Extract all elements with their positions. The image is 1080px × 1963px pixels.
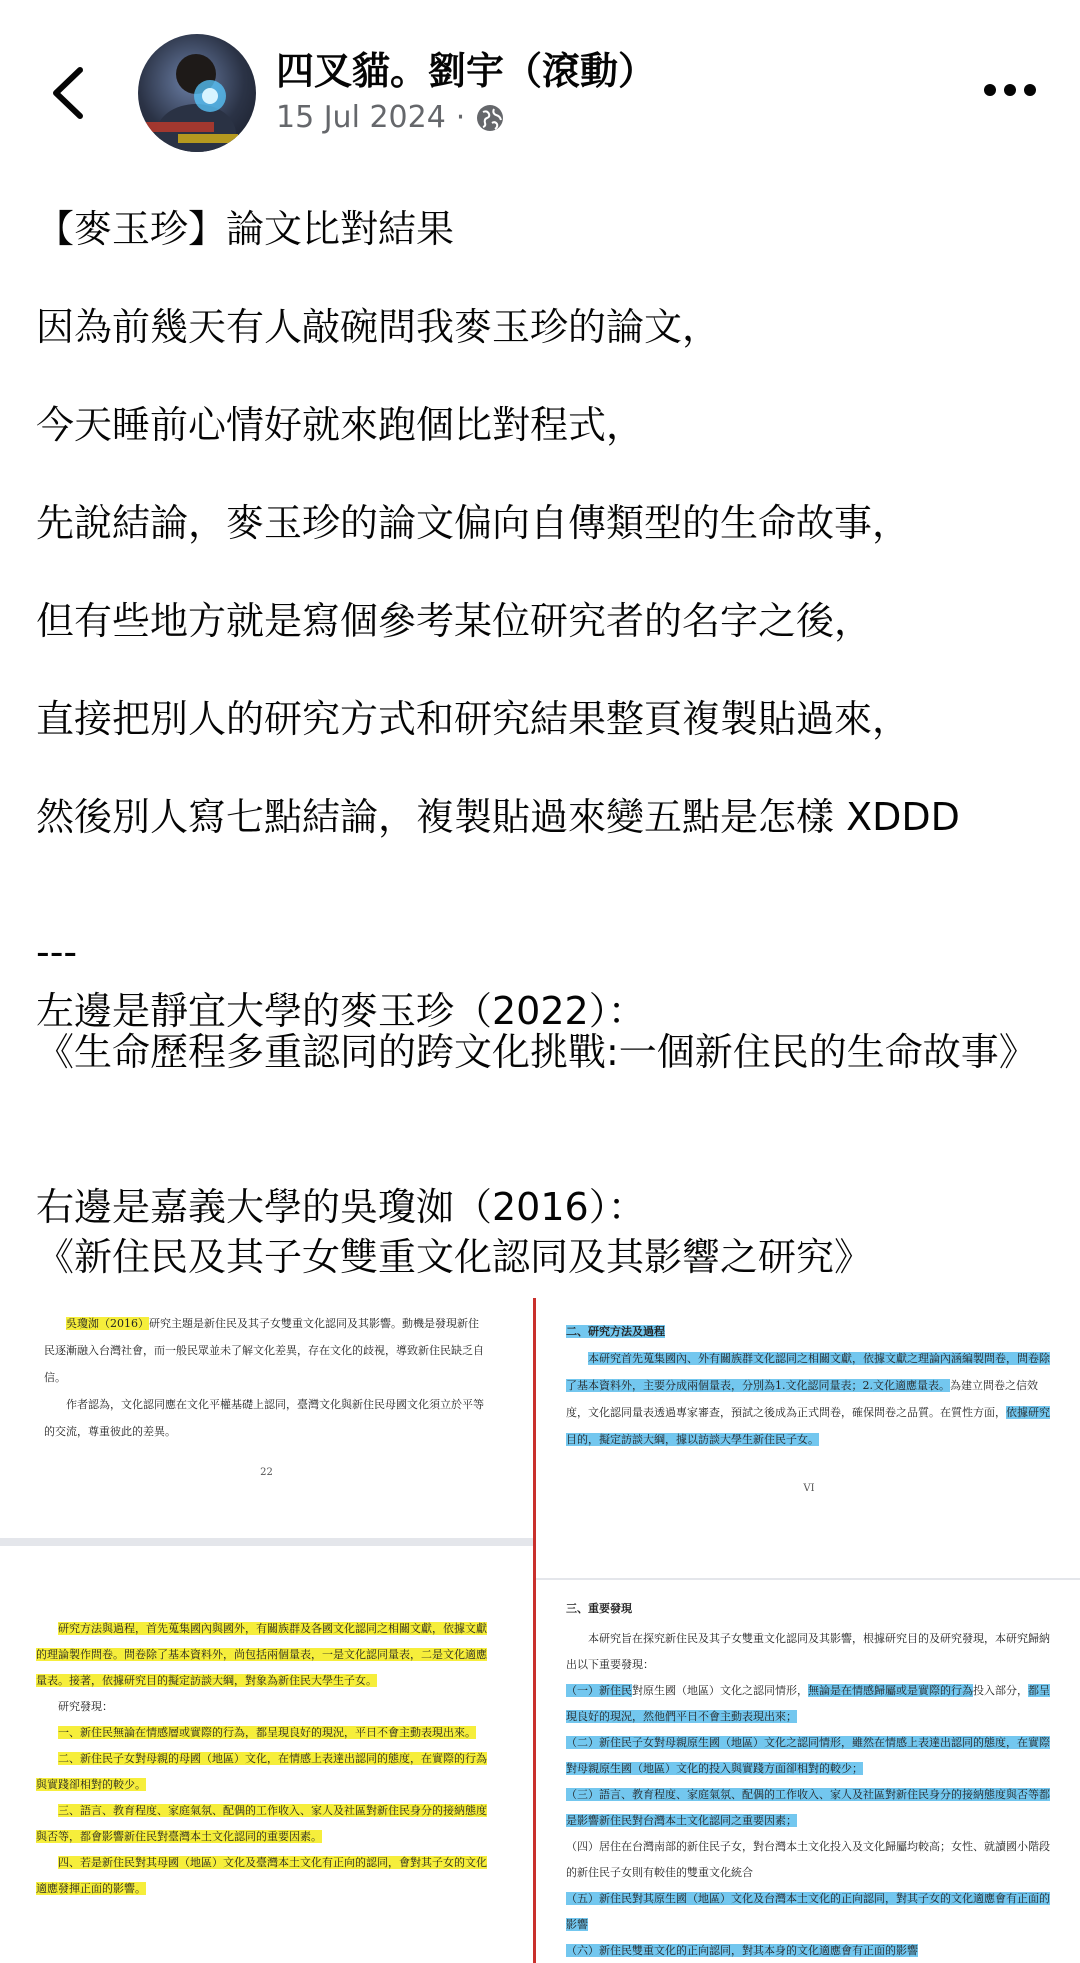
doc-text-highlighted: 都呈現良好的現況，然他們平日不會主動表現出來；: [566, 1684, 1050, 1723]
post-line: 直接把別人的研究方式和研究結果整頁複製貼過來，: [36, 697, 911, 741]
doc-text-highlighted: 三、語言、教育程度、家庭氣氛、配偶的工作收入、家人及社區對新住民身分的接納態度與否等，都會影響新住民對臺灣本土文化認同的重要因素。: [36, 1804, 487, 1843]
doc-text: （四）居住在台灣南部的新住民子女，對台灣本土文化投入及文化歸屬均較高；女性、就讀國小階段的新住民子女則有較佳的雙重文化統合: [566, 1840, 1050, 1879]
post-date[interactable]: 15 Jul 2024: [276, 100, 446, 135]
doc-text-highlighted: 一、新住民無論在情感層或實際的行為，都呈現良好的現況，平日不會主動表現出來。: [58, 1726, 476, 1739]
doc-text: 研究發現：: [58, 1700, 113, 1713]
avatar[interactable]: [138, 34, 256, 152]
doc-text-highlighted: 本研究首先蒐集國內、外有關族群文化認同之相關文獻，依據文獻之理論內涵編製問卷，問卷除了基本資料外，主要分成兩個量表，分別為1.文化認同量表；2.文化適應量表。: [566, 1352, 1050, 1392]
right-source-title: 《新住民及其子女雙重文化認同及其影響之研究》: [36, 1235, 873, 1279]
meta-separator: ·: [455, 100, 466, 135]
doc-page-bottom-left: [0, 1546, 533, 1963]
doc-text-highlighted: （六）新住民雙重文化的正向認同，對其本身的文化適應會有正面的影響: [566, 1944, 918, 1957]
doc-text-highlighted: 依據研究目的，擬定訪談大綱，據以訪談大學生新住民子女。: [566, 1406, 1050, 1446]
page-number: 22: [260, 1467, 273, 1478]
post-header: [0, 0, 1080, 170]
post-line: 因為前幾天有人敲碗問我麥玉珍的論文，: [36, 305, 721, 349]
chevron-left-icon: [44, 58, 94, 128]
left-source-label: 左邊是靜宜大學的麥玉珍（2022）：: [36, 989, 646, 1033]
doc-text: 為建立問卷之信效度，文化認同量表透過專家審查，預試之後成為正式問卷，確保問卷之品質。在質性方面，: [566, 1379, 1038, 1419]
doc-text-highlighted: 二、新住民子女對母親的母國（地區）文化，在情感上表達出認同的態度，在實際的行為與實踐卻相對的較少。: [36, 1752, 487, 1791]
left-source-title: 《生命歷程多重認同的跨文化挑戰:一個新住民的生命故事》: [36, 1030, 1037, 1074]
doc-text-highlighted: （五）新住民對其原生國（地區）文化及台灣本土文化的正向認同，對其子女的文化適應會有正面的影響: [566, 1892, 1050, 1931]
post-line: 先說結論，麥玉珍的論文偏向自傳類型的生命故事，: [36, 501, 911, 545]
ellipsis-icon: [980, 70, 1040, 110]
doc-page-top-left: [0, 1298, 533, 1538]
post-line: 今天睡前心情好就來跑個比對程式，: [36, 403, 645, 447]
doc-page-top-right: [536, 1298, 1080, 1578]
doc-text: 對原生國（地區）文化之認同情形，: [632, 1684, 808, 1697]
page-number: VI: [803, 1483, 815, 1494]
doc-text-highlighted: 研究方法與過程，首先蒐集國內與國外，有關族群及各國文化認同之相關文獻，依據文獻的理論製作問卷。問卷除了基本資料外，尚包括兩個量表，一是文化認同量表，二是文化適應量表。接著，依據研究目的擬定訪談大綱，對象為新住民大學生子女。: [36, 1622, 487, 1687]
post-meta: [276, 100, 505, 135]
section-heading: 二、研究方法及過程: [566, 1325, 665, 1338]
post-title: 【麥玉珍】論文比對結果: [36, 207, 455, 251]
post-image[interactable]: [0, 1298, 1080, 1963]
section-heading: 三、重要發現: [566, 1602, 632, 1615]
post-separator: ---: [36, 930, 78, 974]
doc-page-bottom-right: [536, 1580, 1080, 1963]
finding-number: （一）新住民: [566, 1684, 632, 1697]
doc-text: 研究主題是新住民及其子女雙重文化認同及其影響。動機是發現新住民逐漸融入台灣社會，而一般民眾並未了解文化差異，存在文化的歧視，導致新住民缺乏自信。: [44, 1317, 484, 1384]
more-options-button[interactable]: [980, 70, 1040, 110]
post-line: 然後別人寫七點結論，複製貼過來變五點是怎樣 XDDD: [36, 795, 960, 839]
doc-text-highlighted: 四、若是新住民對其母國（地區）文化及臺灣本土文化有正向的認同，會對其子女的文化適應發揮正面的影響。: [36, 1856, 487, 1895]
doc-text: 本研究旨在探究新住民及其子女雙重文化認同及其影響，根據研究目的及研究發現，本研究歸納出以下重要發現：: [566, 1632, 1050, 1671]
highlight-author: 吳瓊洳（2016）: [66, 1317, 149, 1330]
author-name[interactable]: 四叉貓。劉宇（滾動）: [276, 49, 657, 93]
doc-text: 投入部分，: [973, 1684, 1028, 1697]
back-button[interactable]: [44, 58, 94, 128]
doc-text-highlighted: （三）語言、教育程度、家庭氣氛、配偶的工作收入、家人及社區對新住民身分的接納態度與否等都是影響新住民對台灣本土文化認同之重要因素；: [566, 1788, 1050, 1827]
doc-text-highlighted: （二）新住民子女對母親原生國（地區）文化之認同情形，雖然在情感上表達出認同的態度，在實際對母親原生國（地區）文化的投入與實踐方面卻相對的較少；: [566, 1736, 1050, 1775]
globe-icon: [475, 103, 505, 133]
doc-text: 作者認為，文化認同應在文化平權基礎上認同，臺灣文化與新住民母國文化須立於平等的交流，尊重彼此的差異。: [44, 1398, 484, 1438]
post-line: 但有些地方就是寫個參考某位研究者的名字之後，: [36, 599, 873, 643]
right-source-label: 右邊是嘉義大學的吳瓊洳（2016）：: [36, 1185, 646, 1229]
doc-text-highlighted: 無論是在情感歸屬或是實際的行為: [808, 1684, 973, 1697]
